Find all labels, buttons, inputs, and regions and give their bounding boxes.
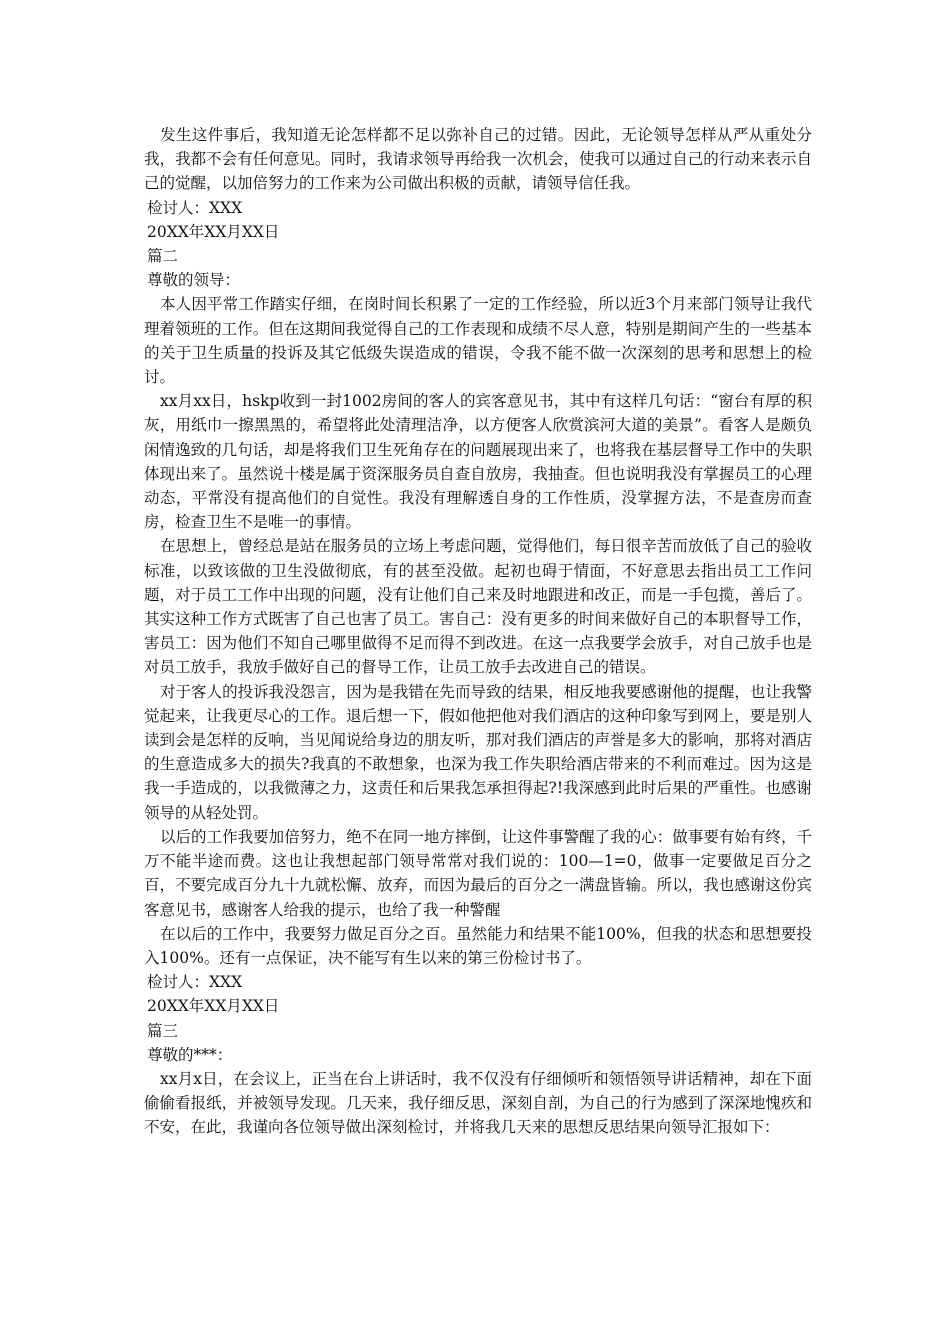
date-line: 20XX年XX月XX日 [147, 222, 280, 241]
paragraph: xx月x日，在会议上，正当在台上讲话时，我不仅没有仔细倾听和领悟领导讲话精神，却在下面偷偷看报纸，并被领导发现。几天来，我仔细反思，深刻自剖，为自己的行为感到了深深地愧疚和不安，在此，我谨向各位领导做出深刻检讨，并将我几天来的思想反思结果向领导汇报如下： [144, 1069, 812, 1137]
paragraph: xx月xx日，hskp收到一封1002房间的客人的宾客意见书，其中有这样几句话：“窗台有厚的积灰，用纸巾一擦黑黑的，希望将此处清理洁净，以方便客人欣赏滨河大道的美景”。看客人是颇负闲情逸致的几句话，却是将我们卫生死角存在的问题展现出来了，也将我在基层督导工作中的失职体现出来了。虽然说十楼是属于资深服务员自查自放房，我抽查。但也说明我没有掌握员工的心理动态，平常没有提高他们的自觉性。我没有理解透自身的工作性质，没掌握方法，不是查房而查房，检查卫生不是唯一的事情。 [144, 392, 812, 532]
date-line: 20XX年XX月XX日 [147, 997, 280, 1016]
section-heading: 篇二 [147, 247, 179, 266]
paragraph: 对于客人的投诉我没怨言，因为是我错在先而导致的结果，相反地我要感谢他的提醒，也让我警觉起来，让我更尽心的工作。退后想一下，假如他把他对我们酒店的这种印象写到网上，要是别人读到会是怎样的反响，当见闻说给身边的朋友听，那对我们酒店的声誉是多大的影响，那将对酒店的生意造成多大的损失?我真的不敢想象，也深为我工作失职给酒店带来的不利而难过。因为这是我一手造成的，以我微薄之力，这责任和后果我怎承担得起?!我深感到此时后果的严重性。也感谢领导的从轻处罚。 [144, 682, 812, 822]
section-heading: 篇三 [147, 1021, 179, 1040]
salutation: 尊敬的***： [147, 1045, 233, 1064]
paragraph: 在思想上，曾经总是站在服务员的立场上考虑问题，觉得他们，每日很辛苦而放低了自己的验收标准，以致该做的卫生没做彻底，有的甚至没做。起初也碍于情面，不好意思去指出员工工作问题，对于员工工作中出现的问题，没有让他们自己来及时地跟进和改正，而是一手包揽，善后了。其实这种工作方式既害了自己也害了员工。害自己：没有更多的时间来做好自己的本职督导工作，害员工：因为他们不知自己哪里做得不足而得不到改进。在这一点我要学会放手，对自己放手也是对员工放手，我放手做好自己的督导工作，让员工放手去改进自己的错误。 [144, 537, 812, 677]
paragraph: 发生这件事后，我知道无论怎样都不足以弥补自己的过错。因此，无论领导怎样从严从重处分我，我都不会有任何意见。同时，我请求领导再给我一次机会，使我可以通过自己的行动来表示自己的觉醒，以加倍努力的工作来为公司做出积极的贡献，请领导信任我。 [144, 126, 812, 193]
document-page [144, 123, 812, 1140]
paragraph: 以后的工作我要加倍努力，绝不在同一地方摔倒，让这件事警醒了我的心：做事要有始有终，千万不能半途而费。这也让我想起部门领导常常对我们说的：100—1=0，做事一定要做足百分之百，不要完成百分九十九就松懈、放弃，而因为最后的百分之一满盘皆输。所以，我也感谢这份宾客意见书，感谢客人给我的提示，也给了我一种警醒 [144, 827, 812, 919]
paragraph: 本人因平常工作踏实仔细，在岗时间长积累了一定的工作经验，所以近3个月来部门领导让我代理着领班的工作。但在这期间我觉得自己的工作表现和成绩不尽人意，特别是期间产生的一些基本的关于卫生质量的投诉及其它低级失误造成的错误，令我不能不做一次深刻的思考和思想上的检讨。 [144, 295, 812, 387]
paragraph: 在以后的工作中，我要努力做足百分之百。虽然能力和结果不能100%，但我的状态和思想要投入100%。还有一点保证，决不能写有生以来的第三份检讨书了。 [144, 924, 812, 967]
signature-line: 检讨人：XXX [147, 198, 243, 217]
signature-line: 检讨人：XXX [147, 973, 243, 992]
salutation: 尊敬的领导： [147, 271, 241, 290]
